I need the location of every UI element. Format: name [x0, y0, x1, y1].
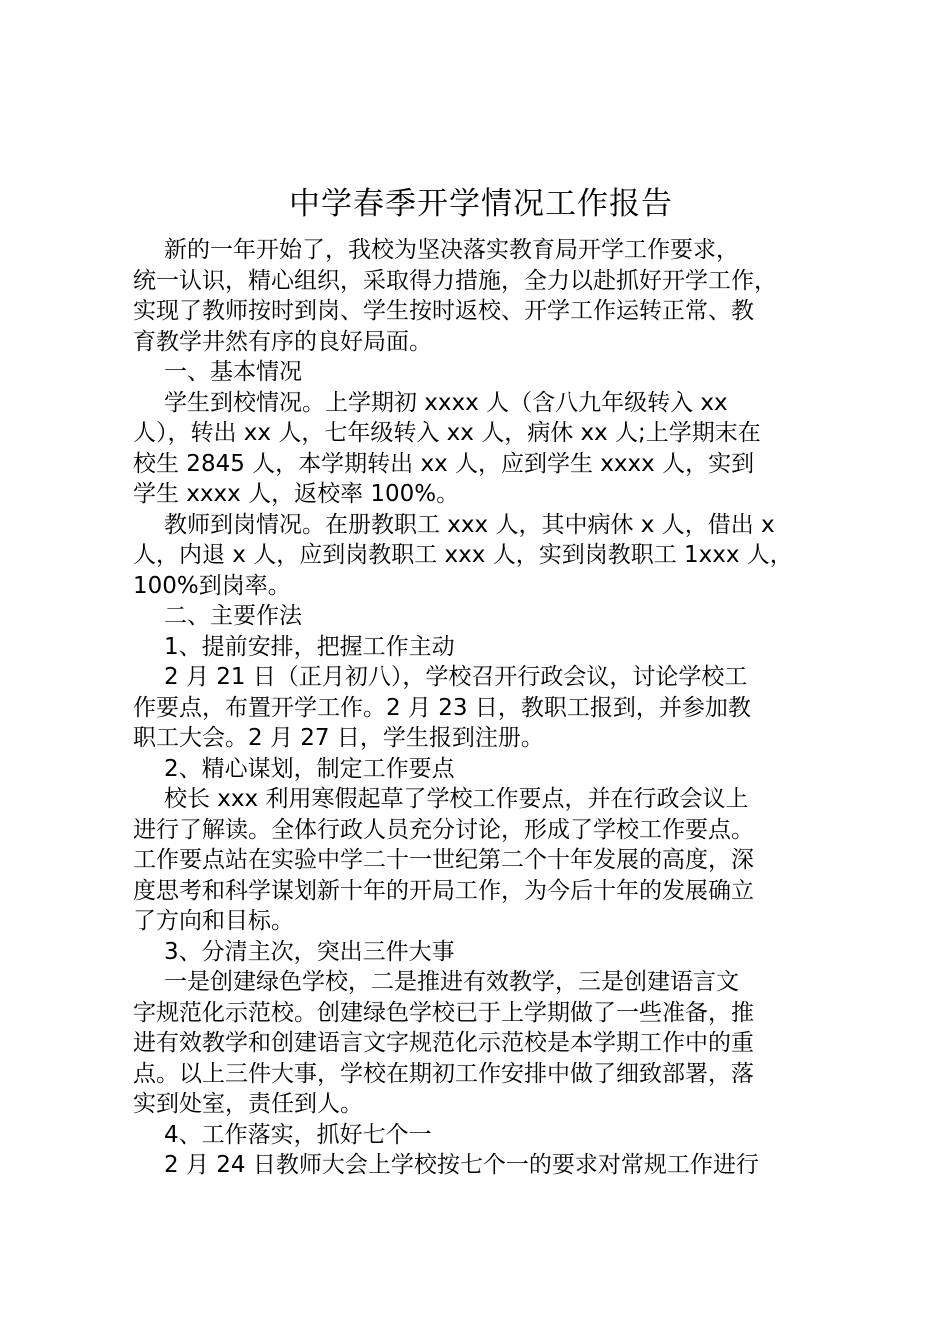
text-line: 人，内退 x 人，应到岗教职工 xxx 人，实到岗教职工 1xxx 人，: [133, 542, 793, 568]
text-line: 2 月 21 日（正月初八），学校召开行政会议，讨论学校工: [164, 664, 748, 690]
text-line: 1、提前安排，把握工作主动: [164, 633, 455, 660]
text-line: 度思考和科学谋划新十年的开局工作，为今后十年的发展确立: [133, 877, 754, 904]
text-line: 统一认识，精心组织，采取得力措施，全力以赴抓好开学工作，: [133, 267, 777, 294]
text-line: 2 月 24 日教师大会上学校按七个一的要求对常规工作进行: [164, 1152, 759, 1178]
text-line: 学生到校情况。上学期初 xxxx 人（含八九年级转入 xx: [164, 389, 728, 416]
text-line: 实到处室，责任到人。: [133, 1091, 363, 1117]
text-line: 人），转出 xx 人，七年级转入 xx 人，病休 xx 人;上学期末在: [133, 420, 761, 446]
text-line: 点。以上三件大事，学校在期初工作安排中做了细致部署，落: [133, 1060, 754, 1087]
text-line: 二、主要作法: [164, 603, 302, 629]
text-line: 工作要点站在实验中学二十一世纪第二个十年发展的高度，深: [133, 847, 754, 873]
text-line: 字规范化示范校。创建绿色学校已于上学期做了一些准备，推: [133, 999, 754, 1026]
text-line: 职工大会。2 月 27 日，学生报到注册。: [133, 725, 544, 751]
text-line: 实现了教师按时到岗、学生按时返校、开学工作运转正常、教: [133, 298, 754, 324]
text-line: 一是创建绿色学校，二是推进有效教学，三是创建语言文: [164, 969, 739, 995]
text-line: 校生 2845 人，本学期转出 xx 人，应到学生 xxxx 人，实到: [133, 450, 755, 477]
text-line: 2、精心谋划，制定工作要点: [164, 755, 455, 782]
text-line: 作要点，布置开学工作。2 月 23 日，教职工报到，并参加教: [133, 694, 751, 721]
text-line: 育教学井然有序的良好局面。: [133, 328, 432, 355]
text-line: 进行了解读。全体行政人员充分讨论，形成了学校工作要点。: [133, 816, 754, 843]
text-line: 100%到岗率。: [133, 572, 291, 599]
text-line: 4、工作落实，抓好七个一: [164, 1121, 432, 1148]
text-line: 3、分清主次，突出三件大事: [164, 938, 455, 965]
text-line: 了方向和目标。: [133, 908, 294, 934]
page-title: 中学春季开学情况工作报告: [289, 186, 673, 222]
text-line: 进有效教学和创建语言文字规范化示范校是本学期工作中的重: [133, 1030, 754, 1056]
text-line: 新的一年开始了，我校为坚决落实教育局开学工作要求，: [164, 237, 739, 263]
text-line: 校长 xxx 利用寒假起草了学校工作要点，并在行政会议上: [164, 786, 749, 812]
text-line: 教师到岗情况。在册教职工 xxx 人，其中病休 x 人，借出 x: [164, 511, 775, 538]
report-body: [133, 235, 853, 1181]
text-line: 学生 xxxx 人，返校率 100%。: [133, 481, 460, 507]
text-line: 一、基本情况: [164, 359, 302, 385]
